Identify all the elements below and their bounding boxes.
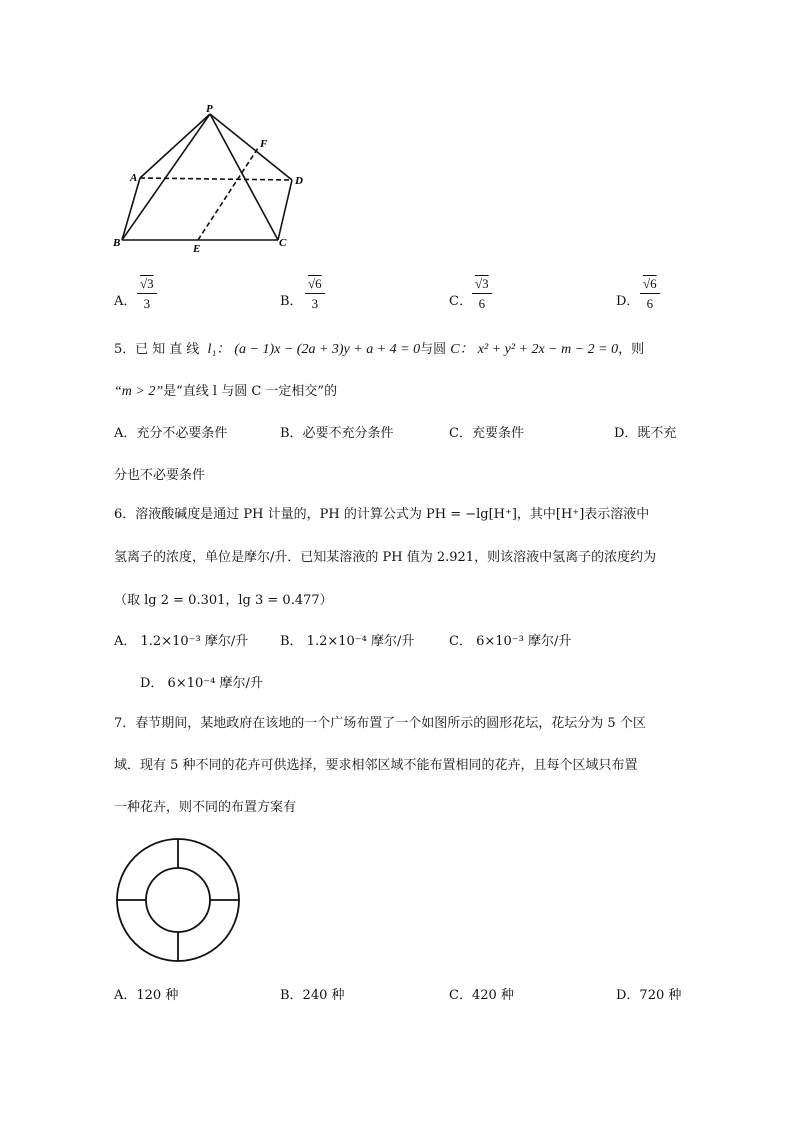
q6-option-a: A． 1.2×10⁻³ 摩尔/升 [114,634,249,649]
q5-line1: 5．已知直线 l₁： (a − 1)x − (2a + 3)y + a + 4 = 0与圆 C： x² + y² + 2x − m − 2 = 0，则 [114,342,645,357]
q5-option-b: B．必要不充分条件 [280,426,394,441]
q4-option-b-letter: B． [280,294,303,309]
q5-line2: “m > 2”是“直线 l 与圆 C 一定相交”的 [114,384,338,399]
q7-option-d: D．720 种 [616,988,682,1003]
q6-number: 6． [114,507,136,522]
q5-line-equation: (a − 1)x − (2a + 3)y + a + 4 = 0 [234,342,421,357]
q7-number: 7． [114,716,136,731]
q4-option-a-fraction: $\frac{√3}{3}$ [137,276,157,312]
q6-option-b: B． 1.2×10⁻⁴ 摩尔/升 [280,634,415,649]
q7-option-c: C．420 种 [449,988,514,1003]
flower-bed-figure [112,834,244,966]
q6-line3: （取 lg 2 = 0.301，lg 3 = 0.477） [114,593,333,608]
q7-line3: 一种花卉，则不同的布置方案有 [114,800,297,815]
q4-option-c-fraction: $\frac{√3}{6}$ [472,276,492,312]
q4-option-d-letter: D． [616,294,640,309]
label-A: A [130,172,138,184]
q5-option-d: D．既不充 [614,426,677,441]
q7-option-b: B．240 种 [280,988,345,1003]
q5-circle-equation: x² + y² + 2x − m − 2 = 0 [477,342,619,357]
q6-option-d: D． 6×10⁻⁴ 摩尔/升 [140,676,263,691]
label-E: E [193,243,201,255]
q5-option-d-continued: 分也不必要条件 [114,468,206,483]
q7-line2: 域．现有 5 种不同的花卉可供选择，要求相邻区域不能布置相同的花卉，且每个区域只布置 [114,758,638,773]
q7-line1: 7．春节期间，某地政府在该地的一个广场布置了一个如图所示的圆形花坛，花坛分为 5 个区 [114,716,646,731]
q4-option-c-letter: C． [449,294,472,309]
q7-option-a: A．120 种 [114,988,179,1003]
q6-line2: 氢离子的浓度，单位是摩尔/升．已知某溶液的 PH 值为 2.921，则该溶液中氢离子的浓度约为 [114,550,657,565]
pyramid-figure [110,100,320,260]
q4-option-a-letter: A． [114,294,137,309]
q6-option-c: C． 6×10⁻³ 摩尔/升 [449,634,572,649]
q4-option-b-fraction: $\frac{√6}{3}$ [305,276,325,312]
q4-option-d-fraction: $\frac{√6}{6}$ [640,276,660,312]
label-P: P [206,103,213,115]
q6-line1: 6．溶液酸碱度是通过 PH 计量的，PH 的计算公式为 PH = −lg[H⁺]，其中[H⁺]表示溶液中 [114,507,650,522]
label-C: C [279,237,287,249]
q5-number: 5． [114,342,136,357]
label-D: D [295,175,303,187]
q5-option-c: C．充要条件 [449,426,524,441]
label-B: B [113,237,121,249]
q5-option-a: A．充分不必要条件 [114,426,228,441]
label-F: F [260,138,268,150]
